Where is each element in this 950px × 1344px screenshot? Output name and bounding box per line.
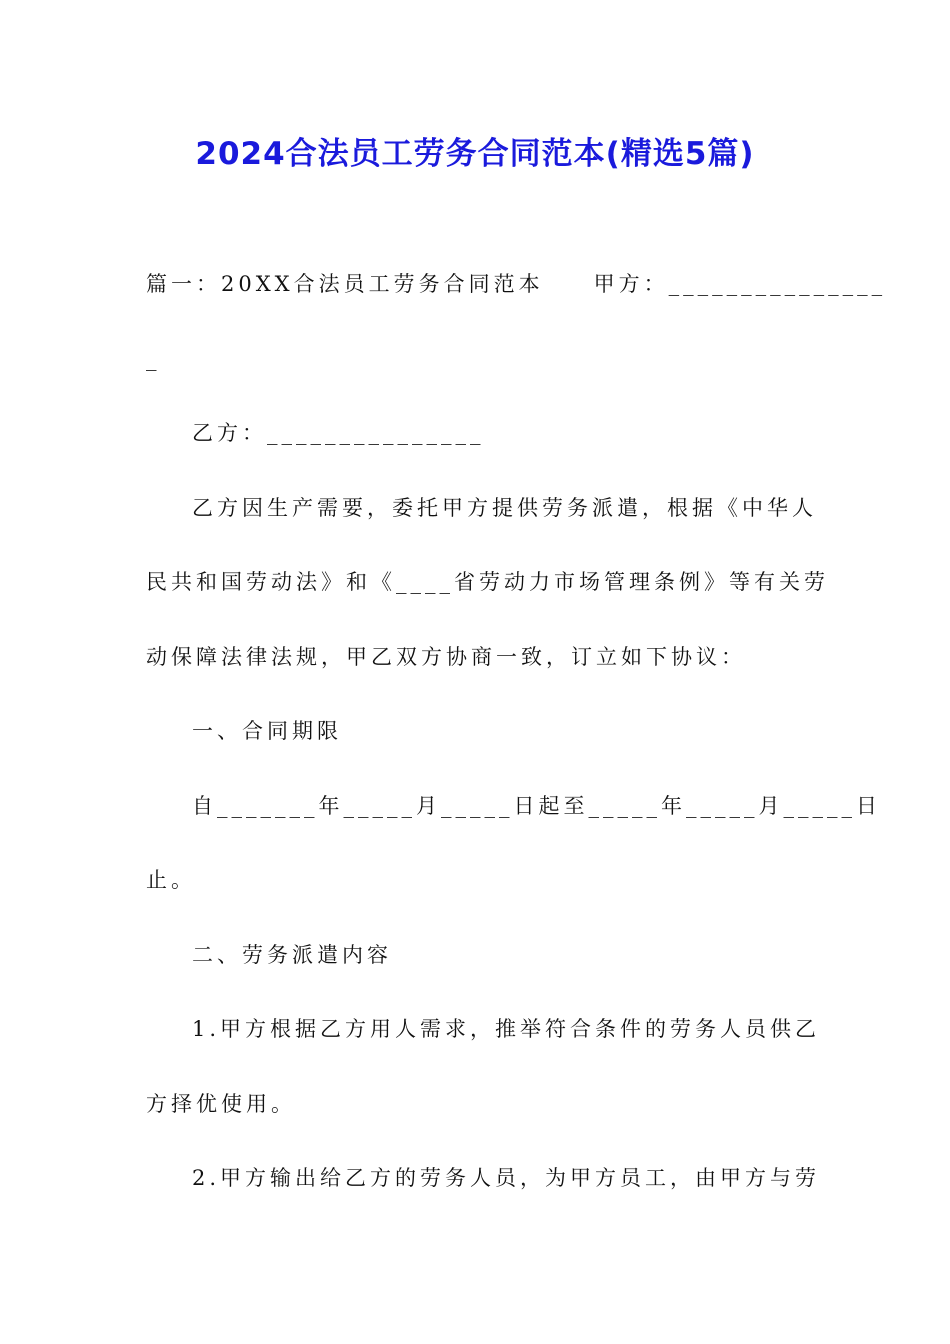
text-line-party-b: 乙方：_______________	[192, 421, 485, 445]
text-line-paragraph: 民共和国劳动法》和《____省劳动力市场管理条例》等有关劳	[146, 570, 829, 594]
text-line-continuation: _	[146, 346, 161, 371]
text-line-clause-heading: 一、合同期限	[192, 719, 342, 743]
text-line-paragraph: 动保障法律法规，甲乙双方协商一致，订立如下协议：	[146, 644, 746, 669]
document-title: 2024合法员工劳务合同范本(精选5篇)	[195, 136, 755, 172]
text-line-numbered-item: 1.甲方根据乙方用人需求，推举符合条件的劳务人员供乙	[192, 1017, 821, 1041]
text-line-paragraph: 止。	[146, 868, 196, 892]
text-line-date-range: 自_______年_____月_____日起至_____年_____月_____日	[192, 793, 881, 818]
text-line-paragraph: 乙方因生产需要，委托甲方提供劳务派遣，根据《中华人	[192, 495, 817, 520]
text-line-section-heading: 篇一：20XX合法员工劳务合同范本 甲方：_______________	[146, 272, 887, 296]
text-line-paragraph: 方择优使用。	[146, 1091, 296, 1116]
document-body	[146, 262, 887, 1231]
text-line-clause-heading: 二、劳务派遣内容	[192, 942, 392, 967]
text-line-numbered-item: 2.甲方输出给乙方的劳务人员，为甲方员工，由甲方与劳	[192, 1166, 821, 1190]
